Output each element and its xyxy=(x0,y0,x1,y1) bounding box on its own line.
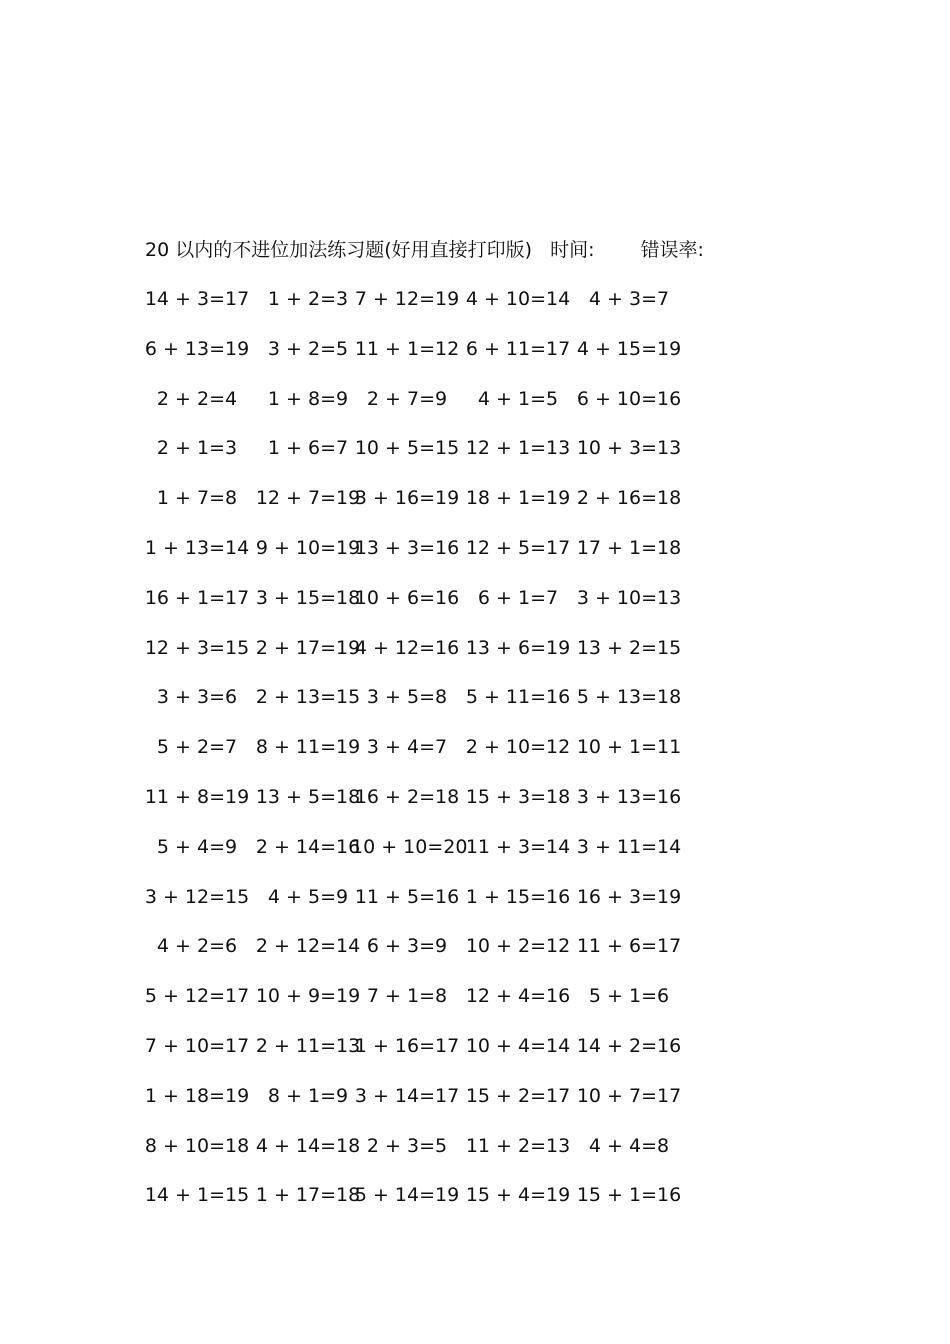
addition-problem: 10 + 6=16 xyxy=(354,586,460,609)
addition-problem: 5 + 13=18 xyxy=(576,686,682,709)
addition-problem: 4 + 3=7 xyxy=(588,288,670,310)
problem-row xyxy=(0,533,950,583)
addition-problem: 1 + 18=19 xyxy=(144,1084,250,1107)
addition-problem: 12 + 5=17 xyxy=(465,536,571,559)
addition-problem: 10 + 7=17 xyxy=(576,1084,682,1107)
addition-problem: 14 + 1=15 xyxy=(144,1184,250,1207)
problem-row xyxy=(0,682,950,732)
addition-problem: 2 + 11=13 xyxy=(255,1034,361,1057)
problem-row xyxy=(0,284,950,334)
problem-row xyxy=(0,483,950,533)
time-label: 时间: xyxy=(550,239,595,261)
addition-problem: 10 + 9=19 xyxy=(255,985,361,1008)
addition-problem: 12 + 3=15 xyxy=(144,636,250,659)
addition-problem: 17 + 1=18 xyxy=(576,536,682,559)
addition-problem: 7 + 10=17 xyxy=(144,1034,250,1057)
addition-problem: 10 + 1=11 xyxy=(576,736,682,759)
problem-row xyxy=(0,1031,950,1081)
addition-problem: 6 + 13=19 xyxy=(144,337,250,360)
addition-problem: 13 + 6=19 xyxy=(465,636,571,659)
problem-row xyxy=(0,882,950,932)
addition-problem: 3 + 10=13 xyxy=(576,586,682,609)
addition-problem: 2 + 12=14 xyxy=(255,935,361,958)
addition-problem: 11 + 8=19 xyxy=(144,785,250,808)
addition-problem: 3 + 14=17 xyxy=(354,1084,460,1107)
addition-problem: 18 + 1=19 xyxy=(465,487,571,510)
addition-problem: 4 + 2=6 xyxy=(156,935,238,958)
problem-row xyxy=(0,1081,950,1131)
addition-problem: 6 + 11=17 xyxy=(465,337,571,360)
addition-problem: 8 + 1=9 xyxy=(267,1084,349,1107)
problem-row xyxy=(0,981,950,1031)
addition-problem: 2 + 3=5 xyxy=(366,1134,448,1157)
addition-problem: 3 + 16=19 xyxy=(354,487,460,510)
addition-problem: 15 + 4=19 xyxy=(465,1184,571,1207)
addition-problem: 7 + 12=19 xyxy=(354,288,460,310)
addition-problem: 7 + 1=8 xyxy=(366,985,448,1008)
addition-problem: 2 + 10=12 xyxy=(465,736,571,759)
addition-problem: 4 + 1=5 xyxy=(477,387,559,410)
addition-problem: 2 + 2=4 xyxy=(156,387,238,410)
addition-problem: 8 + 11=19 xyxy=(255,736,361,759)
addition-problem: 2 + 17=19 xyxy=(255,636,361,659)
addition-problem: 2 + 16=18 xyxy=(576,487,682,510)
addition-problem: 2 + 7=9 xyxy=(366,387,448,410)
addition-problem: 1 + 6=7 xyxy=(267,437,349,460)
addition-problem: 12 + 1=13 xyxy=(465,437,571,460)
addition-problem: 3 + 15=18 xyxy=(255,586,361,609)
addition-problem: 1 + 13=14 xyxy=(144,536,250,559)
addition-problem: 2 + 14=16 xyxy=(255,835,361,858)
addition-problem: 16 + 2=18 xyxy=(354,785,460,808)
addition-problem: 5 + 14=19 xyxy=(354,1184,460,1207)
addition-problem: 15 + 1=16 xyxy=(576,1184,682,1207)
addition-problem: 5 + 1=6 xyxy=(588,985,670,1008)
problem-row xyxy=(0,732,950,782)
addition-problem: 5 + 2=7 xyxy=(156,736,238,759)
addition-problem: 13 + 3=16 xyxy=(354,536,460,559)
addition-problem: 11 + 1=12 xyxy=(354,337,460,360)
addition-problem: 3 + 3=6 xyxy=(156,686,238,709)
problem-row xyxy=(0,931,950,981)
addition-problem: 1 + 17=18 xyxy=(255,1184,361,1207)
addition-problem: 16 + 3=19 xyxy=(576,885,682,908)
addition-problem: 1 + 8=9 xyxy=(267,387,349,410)
addition-problem: 10 + 10=20 xyxy=(351,835,468,858)
problem-row xyxy=(0,583,950,633)
addition-problem: 10 + 5=15 xyxy=(354,437,460,460)
problem-row xyxy=(0,384,950,434)
error-rate-label: 错误率: xyxy=(640,239,704,261)
addition-problem: 4 + 10=14 xyxy=(465,288,571,310)
addition-problem: 3 + 12=15 xyxy=(144,885,250,908)
addition-problem: 1 + 16=17 xyxy=(354,1034,460,1057)
problem-row xyxy=(0,633,950,683)
addition-problem: 2 + 13=15 xyxy=(255,686,361,709)
addition-problem: 5 + 4=9 xyxy=(156,835,238,858)
addition-problem: 10 + 4=14 xyxy=(465,1034,571,1057)
addition-problem: 11 + 2=13 xyxy=(465,1134,571,1157)
problem-grid xyxy=(0,284,950,1230)
addition-problem: 4 + 4=8 xyxy=(588,1134,670,1157)
addition-problem: 10 + 3=13 xyxy=(576,437,682,460)
addition-problem: 4 + 15=19 xyxy=(576,337,682,360)
addition-problem: 6 + 3=9 xyxy=(366,935,448,958)
addition-problem: 9 + 10=19 xyxy=(255,536,361,559)
problem-row xyxy=(0,334,950,384)
page-title: 20 以内的不进位加法练习题(好用直接打印版) xyxy=(145,239,533,261)
addition-problem: 3 + 5=8 xyxy=(366,686,448,709)
addition-problem: 13 + 2=15 xyxy=(576,636,682,659)
addition-problem: 4 + 5=9 xyxy=(267,885,349,908)
problem-row xyxy=(0,1180,950,1230)
problem-row xyxy=(0,433,950,483)
addition-problem: 14 + 2=16 xyxy=(576,1034,682,1057)
addition-problem: 11 + 5=16 xyxy=(354,885,460,908)
addition-problem: 10 + 2=12 xyxy=(465,935,571,958)
addition-problem: 3 + 11=14 xyxy=(576,835,682,858)
problem-row xyxy=(0,832,950,882)
addition-problem: 12 + 7=19 xyxy=(255,487,361,510)
problem-row xyxy=(0,1131,950,1181)
addition-problem: 15 + 3=18 xyxy=(465,785,571,808)
addition-problem: 1 + 15=16 xyxy=(465,885,571,908)
addition-problem: 3 + 4=7 xyxy=(366,736,448,759)
addition-problem: 1 + 2=3 xyxy=(267,288,349,310)
addition-problem: 15 + 2=17 xyxy=(465,1084,571,1107)
addition-problem: 11 + 3=14 xyxy=(465,835,571,858)
addition-problem: 16 + 1=17 xyxy=(144,586,250,609)
addition-problem: 3 + 2=5 xyxy=(267,337,349,360)
addition-problem: 4 + 12=16 xyxy=(354,636,460,659)
problem-row xyxy=(0,782,950,832)
addition-problem: 3 + 13=16 xyxy=(576,785,682,808)
addition-problem: 14 + 3=17 xyxy=(144,288,250,310)
addition-problem: 5 + 11=16 xyxy=(465,686,571,709)
addition-problem: 4 + 14=18 xyxy=(255,1134,361,1157)
addition-problem: 13 + 5=18 xyxy=(255,785,361,808)
addition-problem: 5 + 12=17 xyxy=(144,985,250,1008)
addition-problem: 6 + 1=7 xyxy=(477,586,559,609)
addition-problem: 8 + 10=18 xyxy=(144,1134,250,1157)
addition-problem: 6 + 10=16 xyxy=(576,387,682,410)
addition-problem: 2 + 1=3 xyxy=(156,437,238,460)
addition-problem: 12 + 4=16 xyxy=(465,985,571,1008)
worksheet-header xyxy=(145,236,704,264)
addition-problem: 1 + 7=8 xyxy=(156,487,238,510)
addition-problem: 11 + 6=17 xyxy=(576,935,682,958)
